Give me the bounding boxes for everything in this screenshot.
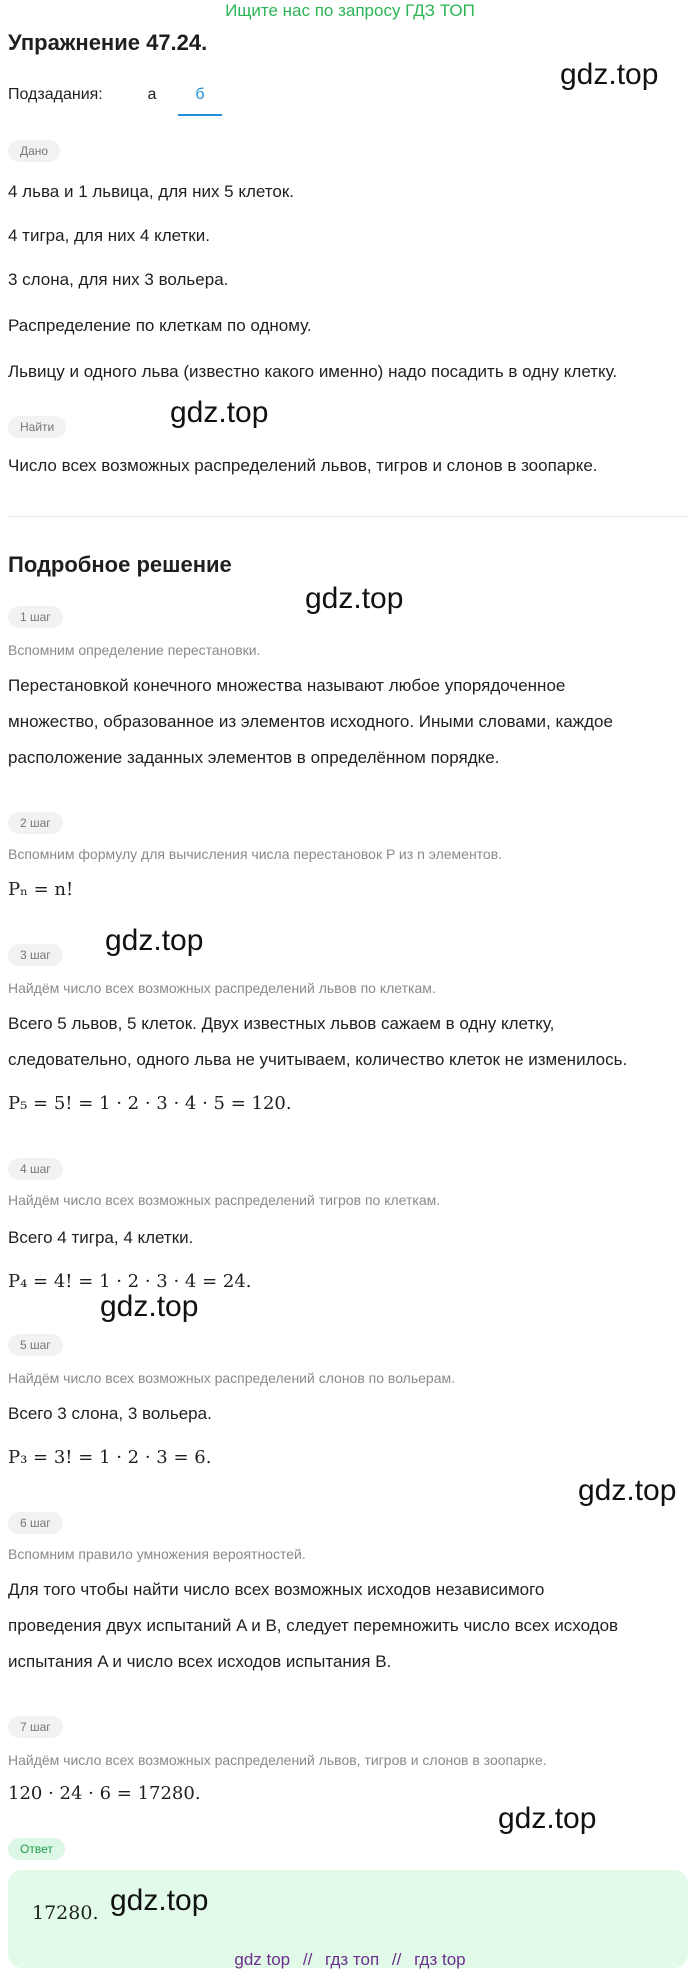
step-line: Всего 4 тигра, 4 клетки. xyxy=(8,1228,194,1247)
step-badge xyxy=(8,1716,63,1738)
step-line: расположение заданных элементов в определённом порядке. xyxy=(8,748,500,767)
footer-link[interactable]: gdz top xyxy=(234,1950,291,1969)
page-title: Упражнение 47.24. xyxy=(8,30,208,55)
step-label: 5 шаг xyxy=(8,1334,63,1356)
step-hint: Найдём число всех возможных распределений львов, тигров и слонов в зоопарке. xyxy=(8,1752,547,1768)
subtask-tab-b[interactable]: б xyxy=(178,76,222,116)
find-label: Найти xyxy=(8,416,66,438)
step-label: 2 шаг xyxy=(8,812,63,834)
step-line: Для того чтобы найти число всех возможных исходов независимого xyxy=(8,1580,545,1599)
step-line: следовательно, одного льва не учитываем, количество клеток не изменилось. xyxy=(8,1050,628,1069)
step-line: проведения двух испытаний A и B, следует перемножить число всех исходов xyxy=(8,1616,619,1635)
watermark: gdz.top xyxy=(105,924,204,957)
footer-separator: // xyxy=(302,1950,313,1969)
watermark: gdz.top xyxy=(498,1802,597,1835)
step-badge xyxy=(8,1512,63,1534)
answer-value: 17280. xyxy=(32,1902,99,1924)
watermark: gdz.top xyxy=(170,396,269,429)
step-badge xyxy=(8,606,63,628)
step-badge xyxy=(8,1158,63,1180)
step-hint: Вспомним правило умножения вероятностей. xyxy=(8,1546,306,1562)
step-hint: Вспомним формулу для вычисления числа перестановок P из n элементов. xyxy=(8,846,503,862)
answer-badge xyxy=(8,1838,65,1860)
step-label: 1 шаг xyxy=(8,606,63,628)
footer-links xyxy=(0,1950,700,1970)
step-label: 4 шаг xyxy=(8,1158,63,1180)
subtask-tab-a[interactable]: а xyxy=(147,86,157,103)
step-label: 3 шаг xyxy=(8,944,63,966)
given-label: Дано xyxy=(8,140,60,162)
given-line: 3 слона, для них 3 вольера. xyxy=(8,270,229,289)
watermark: gdz.top xyxy=(110,1884,209,1917)
step-hint: Найдём число всех возможных распределений слонов по вольерам. xyxy=(8,1370,456,1386)
step-hint: Найдём число всех возможных распределений тигров по клеткам. xyxy=(8,1192,441,1208)
divider xyxy=(8,516,688,517)
find-text: Число всех возможных распределений львов, тигров и слонов в зоопарке. xyxy=(8,456,598,475)
find-badge xyxy=(8,416,66,438)
step-formula: 120 · 24 · 6 = 17280. xyxy=(8,1783,201,1804)
step-badge xyxy=(8,944,63,966)
solution-title: Подробное решение xyxy=(8,552,232,577)
step-line: Всего 5 львов, 5 клеток. Двух известных львов сажаем в одну клетку, xyxy=(8,1014,555,1033)
watermark: gdz.top xyxy=(305,582,404,615)
step-formula: P₅ = 5! = 1 · 2 · 3 · 4 · 5 = 120. xyxy=(8,1093,292,1114)
step-label: 7 шаг xyxy=(8,1716,63,1738)
given-line: Львицу и одного льва (известно какого именно) надо посадить в одну клетку. xyxy=(8,362,618,381)
step-hint: Найдём число всех возможных распределений львов по клеткам. xyxy=(8,980,436,996)
footer-link[interactable]: гдз топ xyxy=(325,1950,380,1969)
given-line: 4 льва и 1 львица, для них 5 клеток. xyxy=(8,182,295,201)
step-formula: P₃ = 3! = 1 · 2 · 3 = 6. xyxy=(8,1447,212,1468)
step-formula: P₄ = 4! = 1 · 2 · 3 · 4 = 24. xyxy=(8,1271,252,1292)
subtasks-label: Подзадания: xyxy=(8,86,103,103)
step-badge xyxy=(8,1334,63,1356)
watermark: gdz.top xyxy=(578,1474,677,1507)
top-banner: Ищите нас по запросу ГДЗ ТОП xyxy=(225,1,475,20)
step-line: множество, образованное из элементов исходного. Иными словами, каждое xyxy=(8,712,613,731)
answer-label: Ответ xyxy=(8,1838,65,1860)
watermark: gdz.top xyxy=(560,58,659,91)
step-line: Перестановкой конечного множества называют любое упорядоченное xyxy=(8,676,566,695)
step-line: Всего 3 слона, 3 вольера. xyxy=(8,1404,212,1423)
step-hint: Вспомним определение перестановки. xyxy=(8,642,261,658)
step-line: испытания A и число всех исходов испытания B. xyxy=(8,1652,392,1671)
given-badge xyxy=(8,140,60,162)
given-line: Распределение по клеткам по одному. xyxy=(8,316,312,335)
watermark: gdz.top xyxy=(100,1290,199,1323)
footer-separator: // xyxy=(391,1950,402,1969)
footer-link[interactable]: гдз top xyxy=(414,1950,466,1969)
step-label: 6 шаг xyxy=(8,1512,63,1534)
step-formula: Pₙ = n! xyxy=(8,879,74,900)
given-line: 4 тигра, для них 4 клетки. xyxy=(8,226,210,245)
step-badge xyxy=(8,812,63,834)
